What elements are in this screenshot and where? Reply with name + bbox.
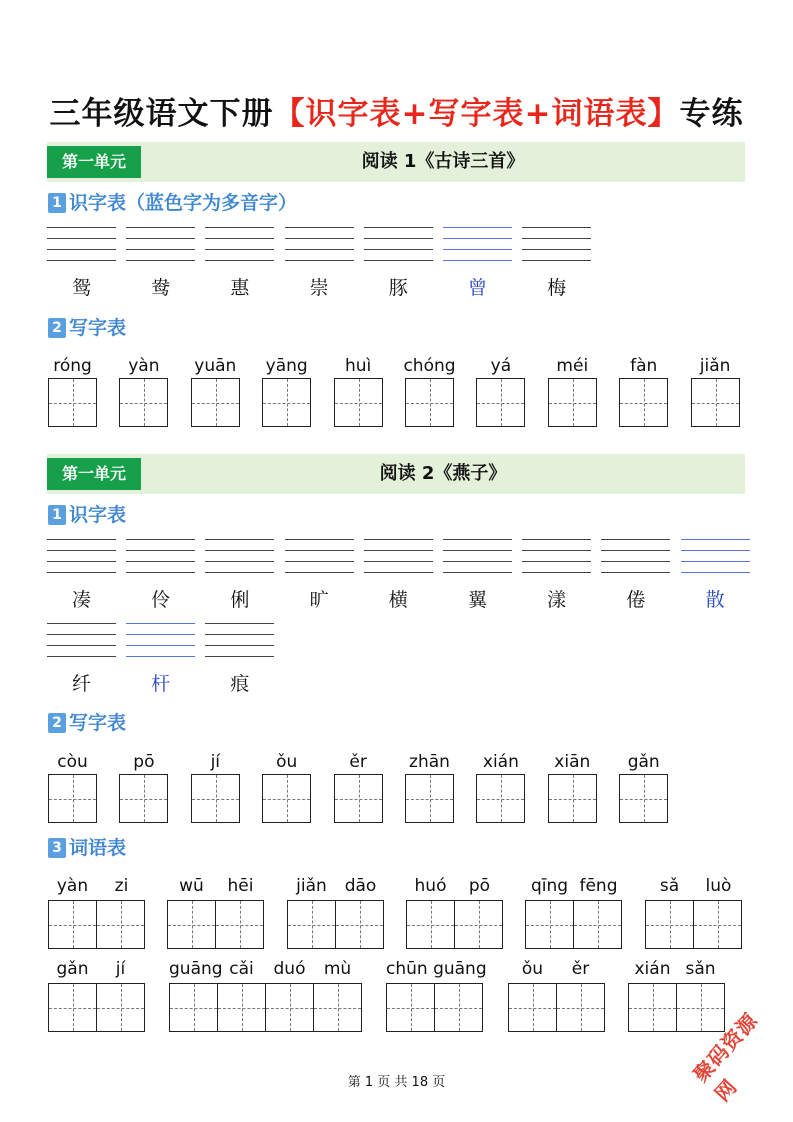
pinyin-label: jiǎn <box>296 876 327 896</box>
pinyin-label: gǎn <box>56 959 89 979</box>
word-grid-box <box>48 983 97 1032</box>
recognition-character: 凑 <box>71 589 91 611</box>
word-grid-box <box>454 900 503 949</box>
pinyin-label: jiǎn <box>699 356 731 376</box>
word-grid-box <box>265 983 314 1032</box>
writing-grid-box <box>476 378 525 427</box>
pinyin-label: fàn <box>630 356 658 376</box>
pinyin-label: ěr <box>571 959 590 979</box>
pinyin-label: fēng <box>579 876 618 896</box>
pinyin-label: còu <box>57 752 88 772</box>
word-grid-box <box>645 900 694 949</box>
writing-grid-box <box>119 774 168 823</box>
word-grid-box <box>406 900 455 949</box>
recognition-character: 散 <box>705 589 725 611</box>
word-grid-box <box>313 983 362 1032</box>
page-title: 三年级语文下册【识字表+写字表+词语表】专练 <box>49 96 744 132</box>
pinyin-writing-lines <box>522 538 591 574</box>
pinyin-label: jí <box>210 752 221 772</box>
pinyin-label: xián <box>482 752 519 772</box>
pinyin-label: xiān <box>554 752 591 772</box>
recognition-character: 旷 <box>309 589 329 611</box>
word-grid-box <box>525 900 574 949</box>
pinyin-label: gǎn <box>627 752 660 772</box>
pinyin-label: pō <box>133 752 155 772</box>
section-number-badge: 2 <box>48 713 66 733</box>
pinyin-writing-lines <box>285 538 354 574</box>
pinyin-writing-lines <box>285 226 354 262</box>
pinyin-label: yāng <box>265 356 308 376</box>
writing-grid-box <box>548 378 597 427</box>
pinyin-writing-lines <box>126 226 195 262</box>
pinyin-label: yàn <box>128 356 160 376</box>
pinyin-writing-lines <box>681 538 750 574</box>
pinyin-writing-lines <box>47 538 116 574</box>
pinyin-writing-lines <box>47 226 116 262</box>
word-grid-box <box>335 900 384 949</box>
word-grid-box <box>386 983 435 1032</box>
lesson-1-header <box>47 142 745 182</box>
pinyin-writing-lines <box>364 538 433 574</box>
word-grid-box <box>215 900 264 949</box>
recognition-character: 痕 <box>230 673 250 695</box>
pinyin-label: ǒu <box>276 752 298 772</box>
word-grid-box <box>96 900 145 949</box>
pinyin-label: zi <box>114 876 129 896</box>
pinyin-writing-lines <box>443 226 512 262</box>
pinyin-label: chūn guāng <box>386 959 487 979</box>
word-grid-box <box>217 983 266 1032</box>
pinyin-label: mù <box>323 959 352 979</box>
pinyin-label: sǎn <box>685 959 716 979</box>
writing-grid-box <box>405 378 454 427</box>
pinyin-label: duó <box>273 959 306 979</box>
pinyin-label: hēi <box>227 876 254 896</box>
writing-grid-box <box>405 774 454 823</box>
pinyin-writing-lines <box>601 538 670 574</box>
writing-grid-box <box>691 378 740 427</box>
word-grid-box <box>287 900 336 949</box>
pinyin-label: ǒu <box>521 959 544 979</box>
lesson-title: 阅读 2《燕子》 <box>379 463 507 484</box>
pinyin-label: dāo <box>344 876 377 896</box>
page-footer: 第 1 页 共 18 页 <box>347 1075 446 1090</box>
pinyin-label: sǎ <box>659 876 680 896</box>
pinyin-writing-lines <box>126 622 195 658</box>
recognition-character: 梅 <box>547 277 567 299</box>
lesson-2-writing-heading: 2 写字表 <box>48 711 126 735</box>
pinyin-writing-lines <box>205 622 274 658</box>
recognition-character: 翼 <box>467 589 487 611</box>
recognition-character: 杆 <box>151 673 171 695</box>
pinyin-writing-lines <box>205 538 274 574</box>
recognition-character: 曾 <box>467 277 487 299</box>
pinyin-label: jí <box>115 959 126 979</box>
recognition-character: 鸳 <box>71 277 91 299</box>
pinyin-label: guāng <box>169 959 223 979</box>
pinyin-label: cǎi <box>229 959 254 979</box>
writing-grid-box <box>48 378 97 427</box>
writing-grid-box <box>262 774 311 823</box>
pinyin-label: xián <box>634 959 671 979</box>
lesson-2-recognition-heading: 1 识字表 <box>48 503 126 527</box>
writing-grid-box <box>119 378 168 427</box>
word-grid-box <box>434 983 483 1032</box>
pinyin-label: méi <box>556 356 589 376</box>
recognition-character: 鸯 <box>151 277 171 299</box>
section-number-badge: 1 <box>48 505 66 525</box>
pinyin-label: yuān <box>194 356 237 376</box>
pinyin-writing-lines <box>364 226 433 262</box>
writing-grid-box <box>619 378 668 427</box>
word-grid-box <box>693 900 742 949</box>
pinyin-label: ěr <box>349 752 367 772</box>
pinyin-writing-lines <box>522 226 591 262</box>
pinyin-label: chóng <box>403 356 456 376</box>
writing-grid-box <box>548 774 597 823</box>
word-grid-box <box>167 900 216 949</box>
word-grid-box <box>628 983 677 1032</box>
recognition-character: 俐 <box>230 589 250 611</box>
lesson-title: 阅读 1《古诗三首》 <box>361 151 525 172</box>
writing-grid-box <box>334 378 383 427</box>
lesson-2-words-heading: 3 词语表 <box>48 836 126 860</box>
recognition-character: 惠 <box>230 277 250 299</box>
pinyin-label: huì <box>344 356 372 376</box>
pinyin-label: zhān <box>409 752 450 772</box>
pinyin-label: huó <box>414 876 447 896</box>
pinyin-label: yàn <box>56 876 89 896</box>
recognition-character: 豚 <box>388 277 408 299</box>
section-number-badge: 1 <box>48 193 66 213</box>
writing-grid-box <box>48 774 97 823</box>
section-number-badge: 3 <box>48 838 66 858</box>
pinyin-writing-lines <box>205 226 274 262</box>
section-number-badge: 2 <box>48 318 66 338</box>
word-grid-box <box>169 983 218 1032</box>
word-grid-box <box>508 983 557 1032</box>
writing-grid-box <box>191 378 240 427</box>
recognition-character: 横 <box>388 589 408 611</box>
watermark: 聚码资源网 <box>688 1008 763 1107</box>
pinyin-writing-lines <box>126 538 195 574</box>
recognition-character: 伶 <box>151 589 171 611</box>
recognition-character: 漾 <box>547 589 567 611</box>
word-grid-box <box>48 900 97 949</box>
writing-grid-box <box>476 774 525 823</box>
lesson-1-writing-heading: 2 写字表 <box>48 316 126 340</box>
unit-tag: 第一单元 <box>47 146 141 178</box>
lesson-2-header <box>47 454 745 494</box>
recognition-character: 倦 <box>626 589 646 611</box>
writing-grid-box <box>619 774 668 823</box>
pinyin-label: luò <box>705 876 732 896</box>
pinyin-label: wū <box>179 876 204 896</box>
pinyin-label: yá <box>490 356 512 376</box>
writing-grid-box <box>334 774 383 823</box>
pinyin-label: pō <box>468 876 491 896</box>
writing-grid-box <box>191 774 240 823</box>
pinyin-label: róng <box>53 356 92 376</box>
word-grid-box <box>676 983 725 1032</box>
recognition-character: 崇 <box>309 277 329 299</box>
pinyin-label: qīng <box>530 876 569 896</box>
lesson-1-recognition-heading: 1 识字表（蓝色字为多音字） <box>48 191 297 215</box>
recognition-character: 纤 <box>71 673 91 695</box>
unit-tag: 第一单元 <box>47 458 141 490</box>
pinyin-writing-lines <box>443 538 512 574</box>
writing-grid-box <box>262 378 311 427</box>
word-grid-box <box>556 983 605 1032</box>
word-grid-box <box>96 983 145 1032</box>
word-grid-box <box>573 900 622 949</box>
pinyin-writing-lines <box>47 622 116 658</box>
